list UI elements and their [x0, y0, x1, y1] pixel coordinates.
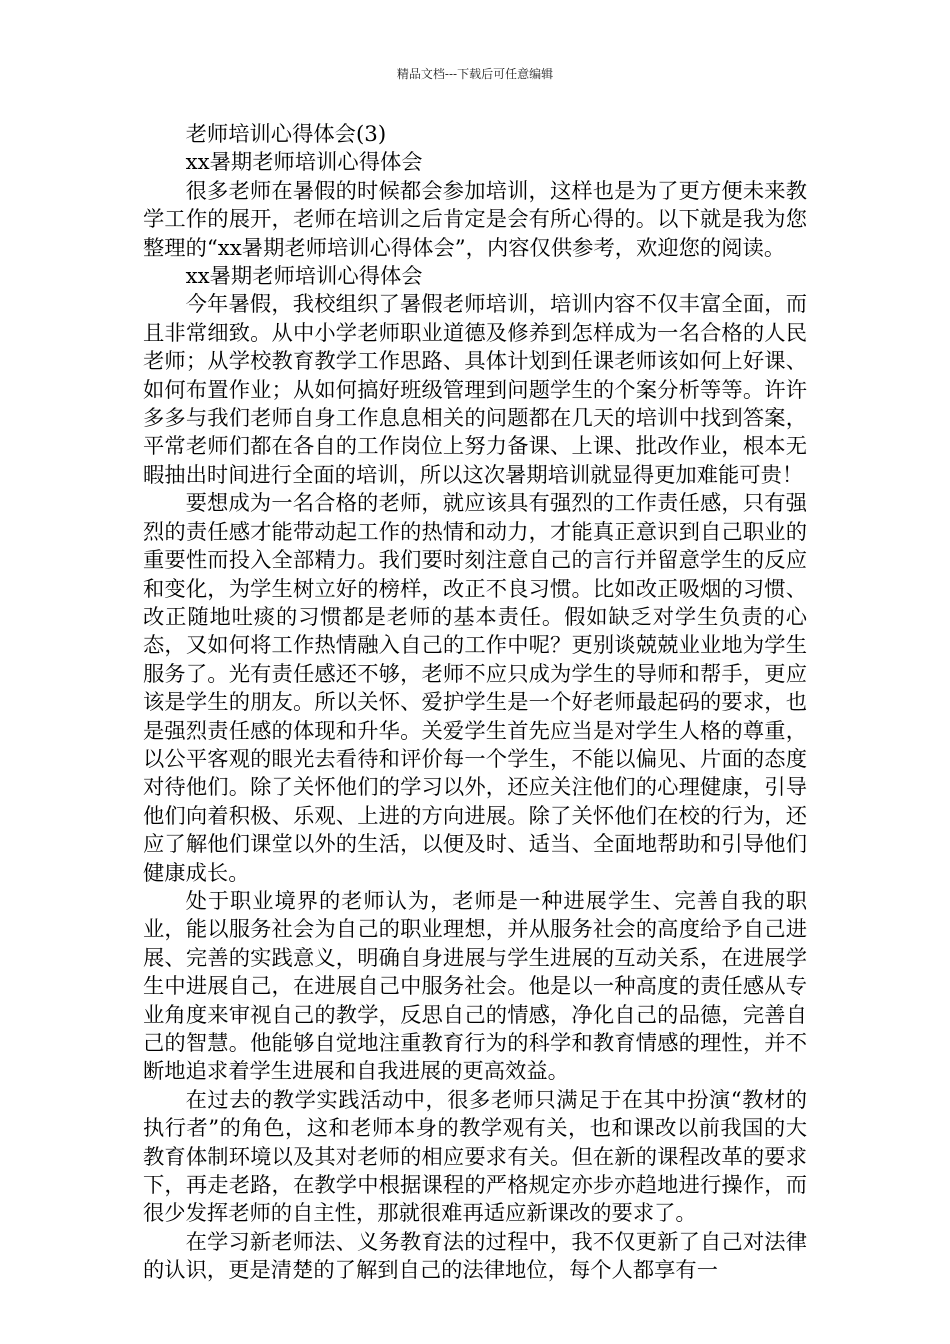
paragraph: 很多老师在暑假的时候都会参加培训，这样也是为了更方便未来教学工作的展开，老师在培训之后肯定是会有所心得的。以下就是我为您整理的“xx暑期老师培训心得体会”，内容仅供参考，欢迎您的阅读。 — [143, 178, 807, 261]
header-note: 精品文档---下载后可任意编辑 — [396, 67, 554, 81]
paragraph: 要想成为一名合格的老师，就应该具有强烈的工作责任感，只有强烈的责任感才能带动起工作的热情和动力，才能真正意识到自己职业的重要性而投入全部精力。我们要时刻注意自己的言行并留意学生的反应和变化，为学生树立好的榜样，改正不良习惯。比如改正吸烟的习惯、改正随地吐痰的习惯都是老师的基本责任。假如缺乏对学生负责的心态，又如何将工作热情融入自己的工作中呢？更别谈兢兢业业地为学生服务了。光有责任感还不够，老师不应只成为学生的导师和帮手，更应该是学生的朋友。所以关怀、爱护学生是一个好老师最起码的要求，也是强烈责任感的体现和升华。关爱学生首先应当是对学生人格的尊重，以公平客观的眼光去看待和评价每一个学生，不能以偏见、片面的态度对待他们。除了关怀他们的学习以外，还应关注他们的心理健康，引导他们向着积极、乐观、上进的方向进展。除了关怀他们在校的行为，还应了解他们课堂以外的生活，以便及时、适当、全面地帮助和引导他们健康成长。 — [143, 491, 807, 886]
section-heading: xx暑期老师培训心得体会 — [185, 264, 423, 290]
document-subtitle: xx暑期老师培训心得体会 — [185, 150, 423, 176]
paragraph: 处于职业境界的老师认为，老师是一种进展学生、完善自我的职业，能以服务社会为自己的职业理想，并从服务社会的高度给予自己进展、完善的实践意义，明确自身进展与学生进展的互动关系，在进展学生中进展自己，在进展自己中服务社会。他是以一种高度的责任感从专业角度来审视自己的教学，反思自己的情感，净化自己的品德，完善自己的智慧。他能够自觉地注重教育行为的科学和教育情感的理性，并不断地追求着学生进展和自我进展的更高效益。 — [143, 888, 807, 1085]
document-title: 老师培训心得体会(3) — [185, 122, 387, 147]
paragraph: 在过去的教学实践活动中，很多老师只满足于在其中扮演“教材的执行者”的角色，这和老师本身的教学观有关，也和课改以前我国的大教育体制环境以及其对老师的相应要求有关。但在新的课程改革的要求下，再走老路，在教学中根据课程的严格规定亦步亦趋地进行操作，而很少发挥老师的自主性，那就很难再适应新课改的要求了。 — [143, 1087, 807, 1227]
paragraph: 在学习新老师法、义务教育法的过程中，我不仅更新了自己对法律的认识，更是清楚的了解到自己的法律地位，每个人都享有一 — [143, 1229, 807, 1284]
paragraph: 今年暑假，我校组织了暑假老师培训，培训内容不仅丰富全面，而且非常细致。从中小学老师职业道德及修养到怎样成为一名合格的人民老师；从学校教育教学工作思路、具体计划到任课老师该如何上好课、如何布置作业；从如何搞好班级管理到问题学生的个案分析等等。许许多多与我们老师自身工作息息相关的问题都在几天的培训中找到答案，平常老师们都在各自的工作岗位上努力备课、上课、批改作业，根本无暇抽出时间进行全面的培训，所以这次暑期培训就显得更加难能可贵！ — [143, 292, 807, 488]
document-body — [143, 121, 807, 1286]
